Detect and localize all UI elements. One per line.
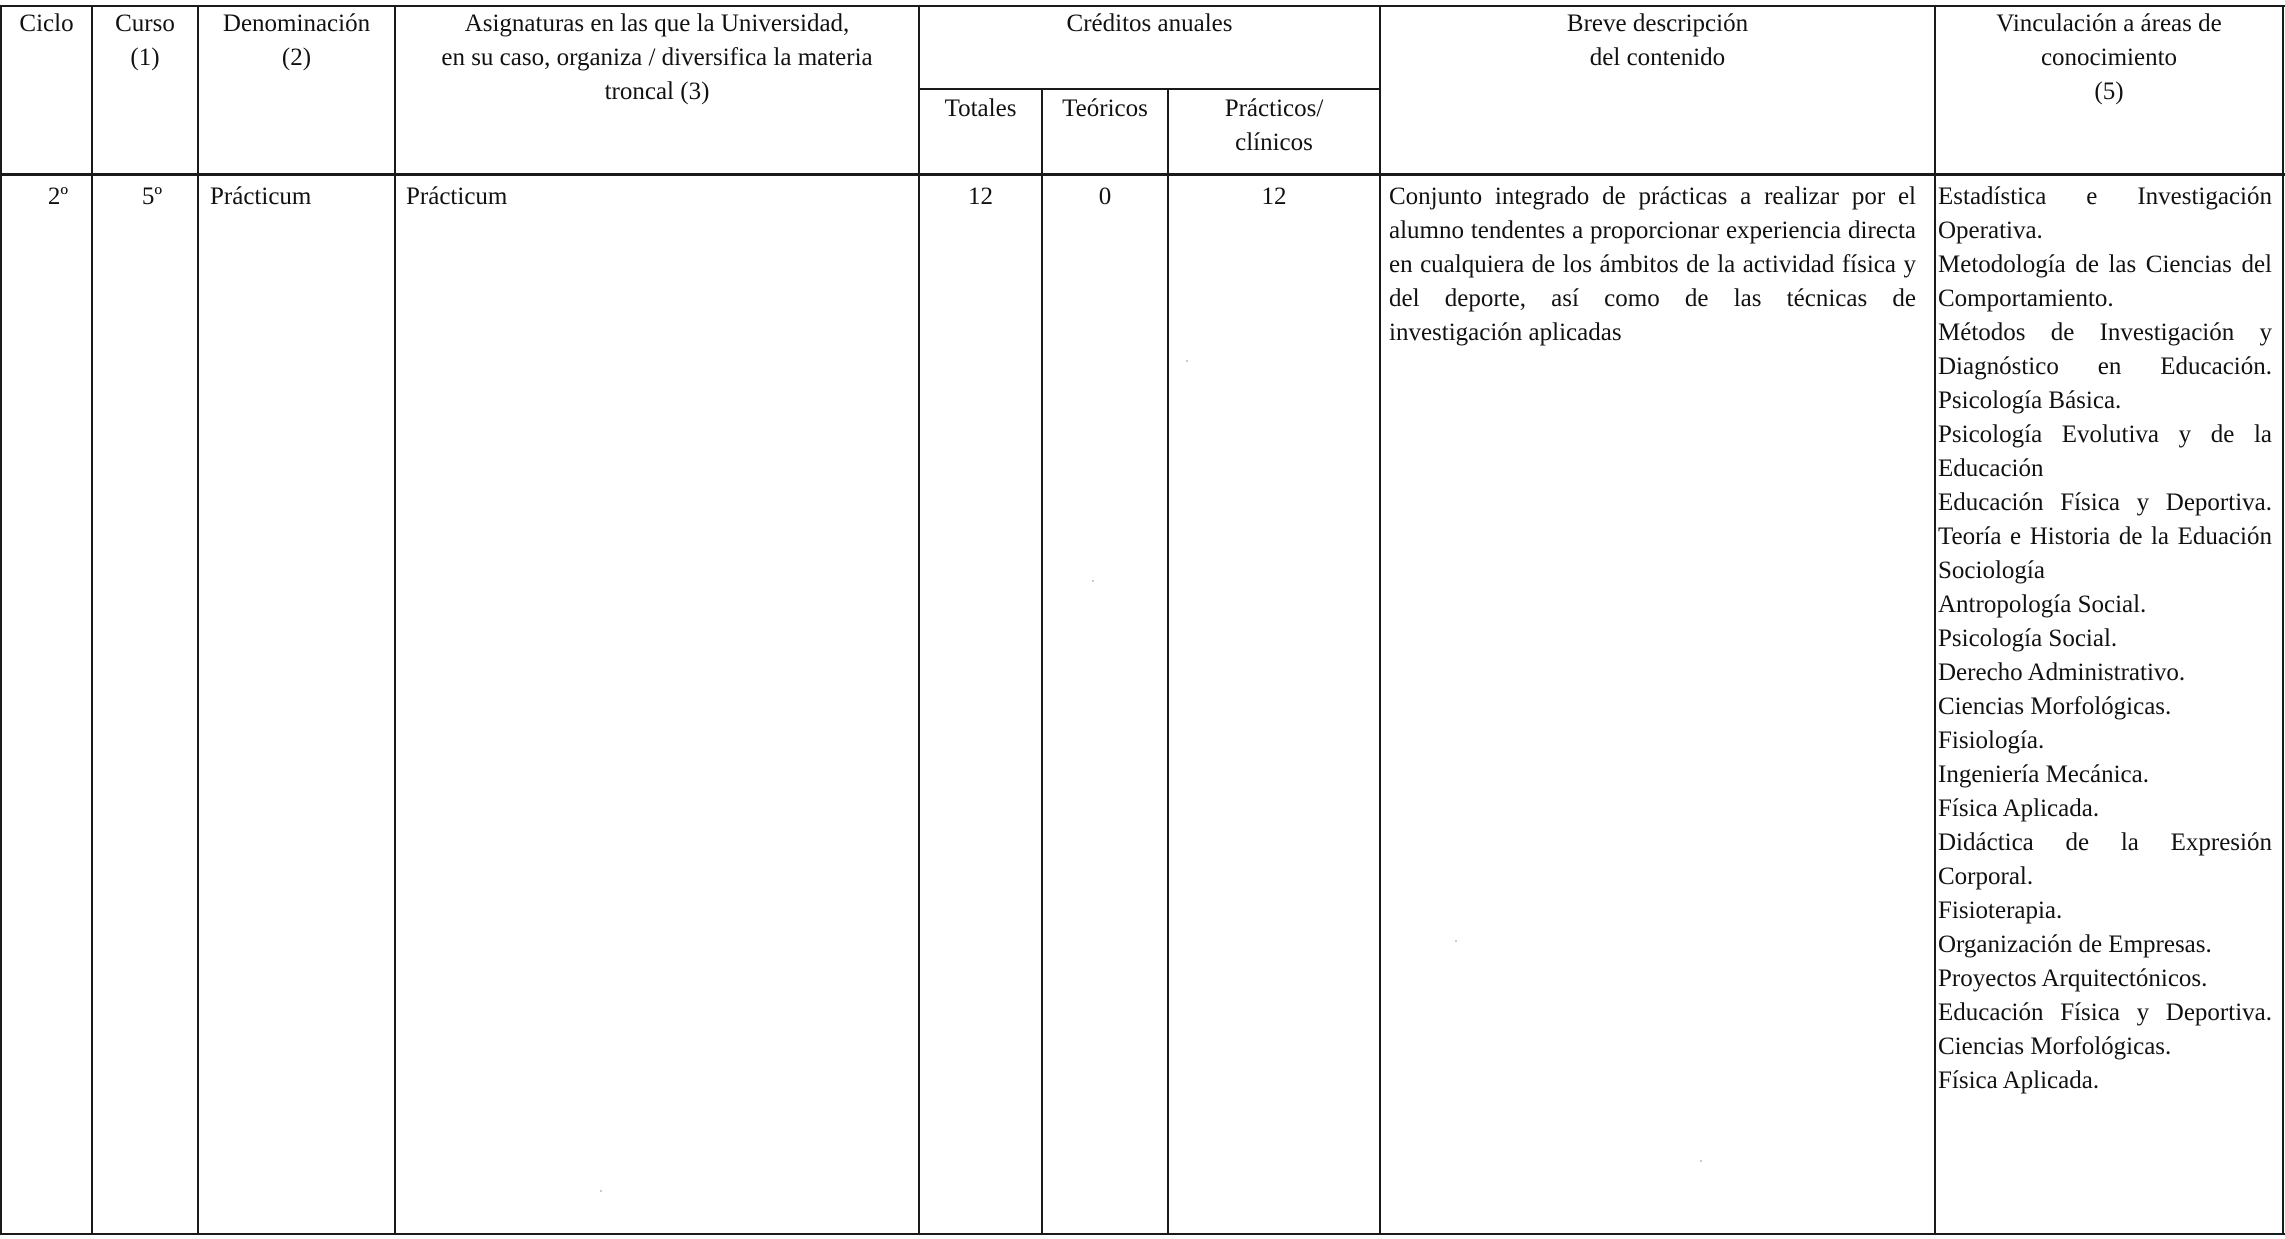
area-item: Psicología Básica. <box>1938 387 2122 414</box>
cell-teoricos: 0 <box>1098 183 1112 210</box>
area-item: Metodología de las Ciencias del Comportamiento. <box>1938 251 2272 312</box>
cell-ciclo: 2º <box>47 183 69 210</box>
header-vinculacion-note: (5) <box>2094 78 2124 105</box>
header-descripcion-line2: del contenido <box>1589 44 1726 71</box>
header-denominacion-note: (2) <box>281 44 312 71</box>
cell-practicos: 12 <box>1261 183 1287 210</box>
area-item: Física Aplicada. <box>1938 1067 2100 1094</box>
header-asignaturas-line1: Asignaturas en las que la Universidad, <box>464 10 850 37</box>
area-item: Proyectos Arquitectónicos. <box>1938 965 2208 992</box>
cell-areas-list <box>1938 180 2272 1098</box>
area-item: Psicología Social. <box>1938 625 2118 652</box>
header-vinculacion-line2: conocimiento <box>2040 44 2178 71</box>
scan-speck <box>1455 940 1457 942</box>
cell-denominacion: Prácticum <box>210 183 312 210</box>
area-item: Derecho Administrativo. <box>1938 659 2186 686</box>
area-item: Organización de Empresas. <box>1938 931 2212 958</box>
table-bottom-border <box>0 1233 2285 1235</box>
header-totales: Totales <box>944 95 1017 122</box>
area-item: Ciencias Morfológicas. <box>1938 1033 2172 1060</box>
scan-speck <box>1092 580 1094 582</box>
area-item: Métodos de Investigación y Diagnóstico en Educación. <box>1938 319 2272 380</box>
header-asignaturas-line2: en su caso, organiza / diversifica la materia <box>441 44 873 71</box>
area-item: Didáctica de la Expresión Corporal. <box>1938 829 2272 890</box>
cell-descripcion: Conjunto integrado de prácticas a realizar por el alumno tendentes a proporcionar experiencia directa en cualquiera de los ámbitos de la actividad física y del deporte, así como de las técnicas de investigación aplicadas <box>1389 183 1916 346</box>
area-item: Fisiología. <box>1938 727 2045 754</box>
area-item: Educación Física y Deportiva. <box>1938 999 2272 1026</box>
scan-speck <box>600 1190 602 1192</box>
col-divider-practicos <box>1167 88 1169 1235</box>
credits-subheader-border <box>918 88 1379 90</box>
area-item: Antropología Social. <box>1938 591 2147 618</box>
scan-speck <box>1700 1160 1702 1162</box>
col-divider-teoricos <box>1041 88 1043 1235</box>
col-divider-descripcion <box>1379 5 1381 1235</box>
area-item: Estadística e Investigación Operativa. <box>1938 183 2272 244</box>
area-item: Fisioterapia. <box>1938 897 2063 924</box>
header-curso: Curso <box>115 10 175 37</box>
cell-curso: 5º <box>141 183 163 210</box>
header-ciclo: Ciclo <box>19 10 74 37</box>
header-practicos-line2: clínicos <box>1235 129 1313 156</box>
col-divider-vinculacion <box>1934 5 1936 1235</box>
header-body-border <box>0 173 2285 176</box>
cell-asignatura: Prácticum <box>406 183 508 210</box>
header-asignaturas-line3: troncal (3) <box>604 78 710 105</box>
scan-speck <box>1186 360 1188 362</box>
table-right-border <box>2282 5 2284 1235</box>
header-curso-note: (1) <box>130 44 160 71</box>
header-vinculacion-line1: Vinculación a áreas de <box>1996 10 2222 37</box>
area-item: Educación Física y Deportiva. <box>1938 489 2272 516</box>
area-item: Física Aplicada. <box>1938 795 2100 822</box>
header-teoricos: Teóricos <box>1062 95 1148 122</box>
area-item: Ciencias Morfológicas. <box>1938 693 2172 720</box>
col-divider-asignaturas <box>394 5 396 1235</box>
header-descripcion-line1: Breve descripción <box>1566 10 1749 37</box>
header-creditos-anuales: Créditos anuales <box>1066 10 1233 37</box>
header-denominacion: Denominación <box>222 10 371 37</box>
area-item: Sociología <box>1938 557 2045 584</box>
area-item: Psicología Evolutiva y de la Educación <box>1938 421 2272 482</box>
cell-totales: 12 <box>968 183 993 210</box>
area-item: Teoría e Historia de la Eduación <box>1938 523 2272 550</box>
area-item: Ingeniería Mecánica. <box>1938 761 2149 788</box>
header-practicos-line1: Prácticos/ <box>1224 95 1324 122</box>
